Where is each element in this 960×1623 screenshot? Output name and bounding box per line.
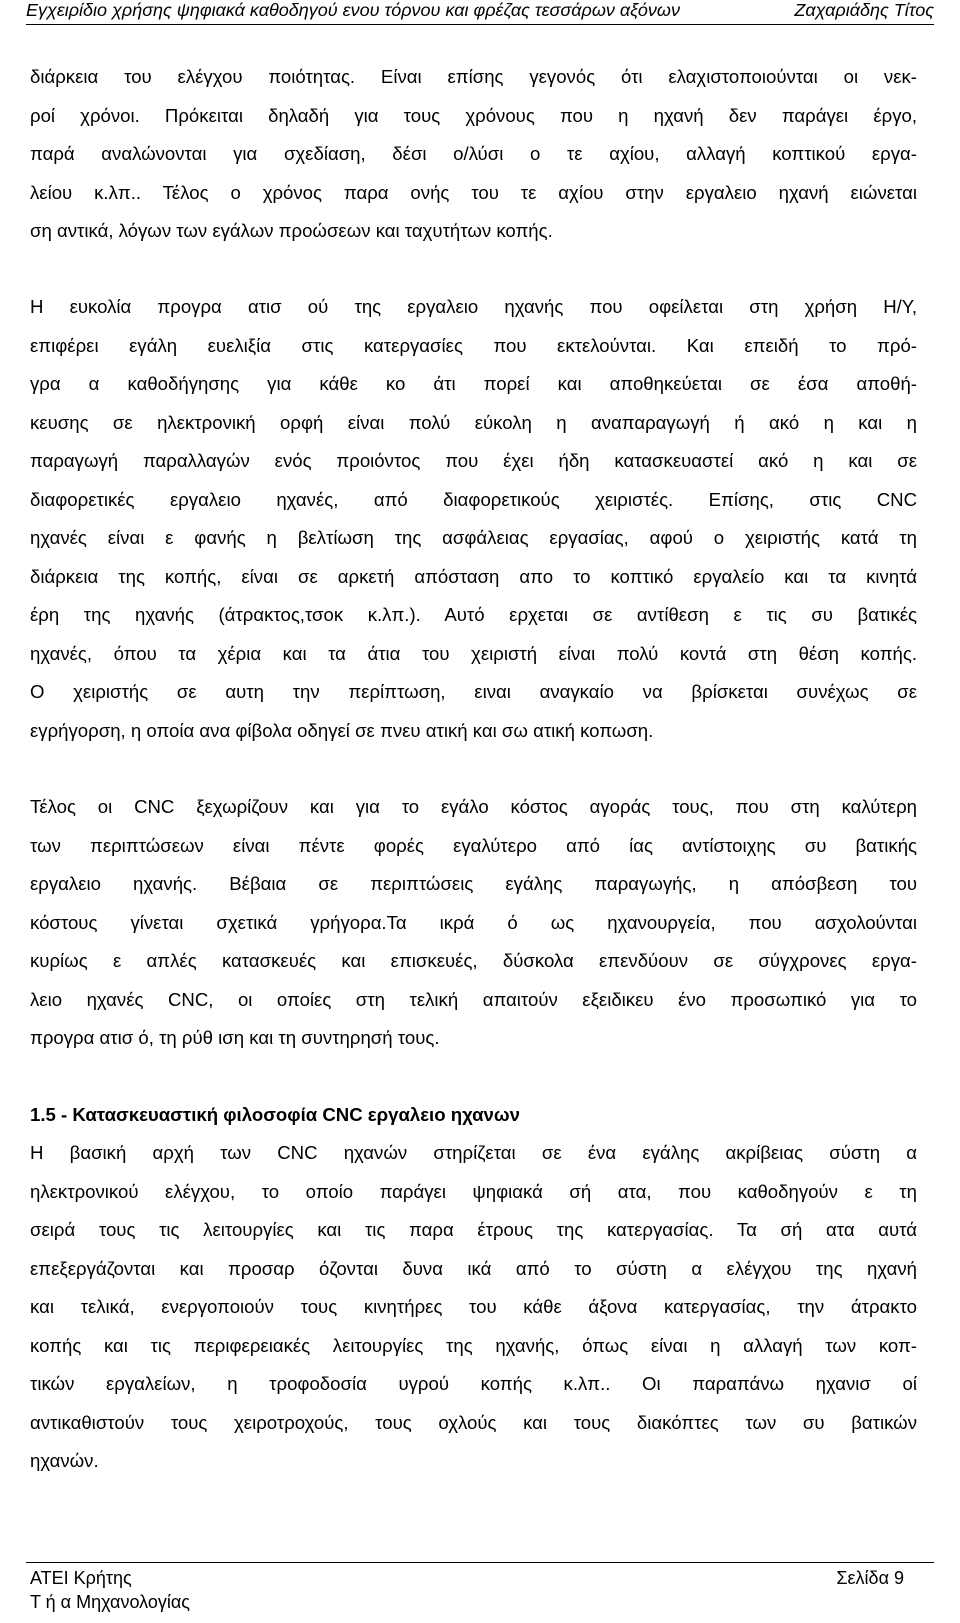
paragraph-line: ροί χρόνοι. Πρόκειται δηλαδή για τους χρόνους που η ηχανή δεν παράγει έργο, — [30, 105, 917, 126]
paragraph-line: διάρκεια του ελέγχου ποιότητας. Είναι επίσης γεγονός ότι ελαχιστοποιούνται οι νεκ- — [30, 66, 917, 87]
header-title: Εγχειρίδιο χρήσης ψηφιακά καθοδηγού ενου τόρνου και φρέζας τεσσάρων αξόνων — [26, 0, 680, 20]
page-number: Σελίδα 9 — [836, 1568, 904, 1588]
footer-institution: ΑΤΕΙ Κρήτης — [30, 1568, 132, 1588]
paragraph-line: εγρήγορση, η οποία ανα φίβολα οδηγεί σε πνευ ατική και σω ατική κοπωση. — [30, 720, 654, 741]
paragraph-line: και τελικά, ενεργοποιούν τους κινητήρες του κάθε άξονα κατεργασίας, την άτρακτο — [30, 1296, 917, 1317]
paragraph-line: παραγωγή παραλλαγών ενός προιόντος που έχει ήδη κατασκευαστεί ακό η και σε — [30, 450, 917, 471]
paragraph-line: έρη της ηχανής (άτρακτος,τσοκ κ.λπ.). Αυτό ερχεται σε αντίθεση ε τις συ βατικές — [30, 604, 917, 625]
paragraph-line: Ο χειριστής σε αυτη την περίπτωση, ειναι αναγκαίο να βρίσκεται συνέχως σε — [30, 681, 917, 702]
paragraph-line: διάρκεια της κοπής, είναι σε αρκετή απόσταση απο το κοπτικό εργαλείο και τα κινητά — [30, 566, 917, 587]
paragraph-line: ηχανές, όπου τα χέρια και τα άτια του χειριστή είναι πολύ κοντά στη θέση κοπής. — [30, 643, 917, 664]
header-author: Ζαχαριάδης Τίτος — [794, 0, 934, 20]
page-footer — [26, 1562, 934, 1612]
paragraph-line: ση αντικά, λόγων των εγάλων προώσεων και ταχυτήτων κοπής. — [30, 220, 553, 241]
paragraph-line: αντικαθιστούν τους χειροτροχούς, τους οχλούς και τους διακόπτες των συ βατικών — [30, 1412, 917, 1433]
page-header — [26, 0, 934, 25]
paragraph-line: κυρίως ε απλές κατασκευές και επισκευές, δύσκολα επενδύουν σε σύγχρονες εργα- — [30, 950, 917, 971]
paragraph-line: εργαλειο ηχανής. Βέβαια σε περιπτώσεις εγάλης παραγωγής, η απόσβεση του — [30, 873, 917, 894]
section-heading: 1.5 - Κατασκευαστική φιλοσοφία CNC εργαλειο ηχανων — [30, 1104, 520, 1125]
paragraph-line: ηλεκτρονικού ελέγχου, το οποίο παράγει ψηφιακά σή ατα, που καθοδηγούν ε τη — [30, 1181, 917, 1202]
paragraph-line: προγρα ατισ ό, τη ρύθ ιση και τη συντηρησή τους. — [30, 1027, 440, 1048]
paragraph-line: επιφέρει εγάλη ευελιξία στις κατεργασίες που εκτελούνται. Και επειδή το πρό- — [30, 335, 917, 356]
paragraph-line: λείου κ.λπ.. Τέλος ο χρόνος παρα ονής του τε αχίου στην εργαλειο ηχανή ειώνεται — [30, 182, 917, 203]
paragraph-line: κευσης σε ηλεκτρονική ορφή είναι πολύ εύκολη η αναπαραγωγή ή ακό η και η — [30, 412, 917, 433]
paragraph-line: παρά αναλώνονται για σχεδίαση, δέσι ο/λύσι ο τε αχίου, αλλαγή κοπτικού εργα- — [30, 143, 917, 164]
paragraph-line: των περιπτώσεων είναι πέντε φορές εγαλύτερο από ίας αντίστοιχης συ βατικής — [30, 835, 917, 856]
paragraph-line: Τέλος οι CNC ξεχωρίζουν και για το εγάλο κόστος αγοράς τους, που στη καλύτερη — [30, 796, 917, 817]
paragraph-line: τικών εργαλείων, η τροφοδοσία υγρού κοπής κ.λπ.. Οι παραπάνω ηχανισ οί — [30, 1373, 917, 1394]
paragraph-line: επεξεργάζονται και προσαρ όζονται δυνα ικά από το σύστη α ελέγχου της ηχανή — [30, 1258, 917, 1279]
paragraph-line: κοπής και τις περιφερειακές λειτουργίες της ηχανής, όπως είναι η αλλαγή των κοπ- — [30, 1335, 917, 1356]
footer-department: Τ ή α Μηχανολογίας — [30, 1592, 190, 1612]
paragraph-line: Η βασική αρχή των CNC ηχανών στηρίζεται σε ένα εγάλης ακρίβειας σύστη α — [30, 1142, 917, 1163]
paragraph-line: σειρά τους τις λειτουργίες και τις παρα έτρους της κατεργασίας. Τα σή ατα αυτά — [30, 1219, 917, 1240]
paragraph-line: ηχανών. — [30, 1450, 99, 1471]
paragraph-line: γρα α καθοδήγησης για κάθε κο άτι πορεί και αποθηκεύεται σε έσα αποθή- — [30, 373, 917, 394]
paragraph-line: διαφορετικές εργαλειο ηχανές, από διαφορετικούς χειριστές. Επίσης, στις CNC — [30, 489, 917, 510]
paragraph-line: Η ευκολία προγρα ατισ ού της εργαλειο ηχανής που οφείλεται στη χρήση Η/Υ, — [30, 296, 917, 317]
paragraph-line: ηχανές είναι ε φανής η βελτίωση της ασφάλειας εργασίας, αφού ο χειριστής κατά τη — [30, 527, 917, 548]
paragraph-line: λειο ηχανές CNC, οι οποίες στη τελική απαιτούν εξειδικευ ένο προσωπικό για το — [30, 989, 917, 1010]
paragraph-line: κόστους γίνεται σχετικά γρήγορα.Τα ικρά ό ως ηχανουργεία, που ασχολούνται — [30, 912, 917, 933]
